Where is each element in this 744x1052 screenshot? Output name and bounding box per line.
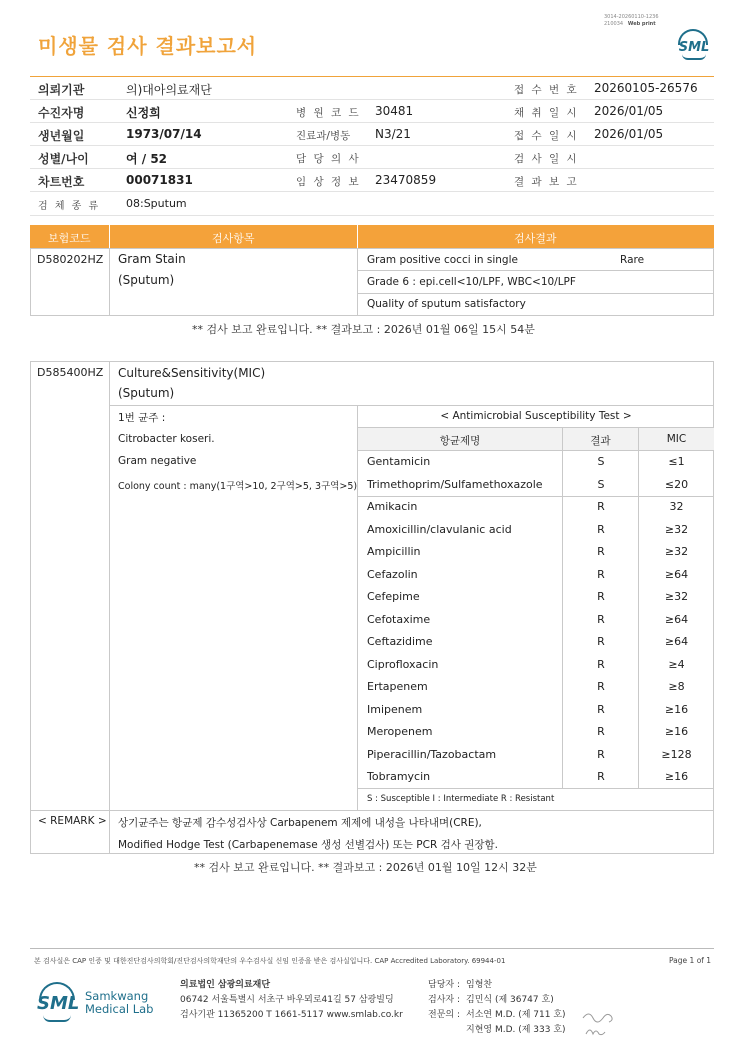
cap-note: 본 검사실은 CAP 인증 및 대한진단검사의학회/진단검사의학재단의 우수검사실 신임 인증을 받은 검사실입니다. CAP Accredited Laboratory. 69944-01	[34, 957, 506, 965]
institution-value: 의)대아의료재단	[126, 83, 212, 97]
org-contact: 검사기관 11365200 T 1661-5117 www.smlab.co.kr	[180, 1010, 403, 1020]
ast-drug-row	[358, 541, 714, 564]
drug-mic: ≥64	[664, 567, 689, 581]
drug-mic: ≤20	[664, 477, 689, 491]
gram-item-specimen: (Sputum)	[118, 273, 175, 287]
birth-value: 1973/07/14	[126, 127, 202, 141]
drug-name: Meropenem	[367, 725, 433, 738]
ast-drug-row	[358, 586, 714, 609]
drug-result: R	[597, 635, 605, 648]
tester-label: 검사자 :	[428, 995, 460, 1005]
drug-result: R	[597, 680, 605, 693]
receipt-date-label: 접 수 일 시	[514, 130, 579, 142]
page-number: Page 1 of 1	[669, 956, 712, 965]
drug-name: Amikacin	[367, 500, 418, 513]
drug-mic: ≥16	[664, 725, 689, 738]
collect-date-value: 2026/01/05	[594, 104, 664, 118]
gram-result-2: Grade 6 : epi.cell<10/LPF, WBC<10/LPF	[367, 276, 576, 288]
drug-mic: 32	[669, 500, 684, 513]
ast-col-mic: MIC	[666, 433, 687, 445]
chart-value: 00071831	[126, 173, 193, 187]
samkwang-logo: SML Samkwang Medical Lab	[37, 980, 157, 1028]
chart-label: 차트번호	[38, 175, 85, 189]
manager-name: 임형찬	[466, 980, 493, 990]
drug-result: R	[597, 770, 605, 783]
tester-name: 김민식 (제 36747 호)	[466, 995, 554, 1005]
col-code: 보험코드	[48, 232, 91, 245]
drug-result: R	[597, 725, 605, 738]
ast-drug-row	[358, 564, 714, 587]
drug-result: R	[597, 747, 605, 761]
culture-item: Culture&Sensitivity(MIC)	[118, 366, 266, 380]
col-item: 검사항목	[212, 232, 255, 245]
clinical-label: 임 상 정 보	[296, 176, 361, 188]
organism-name: Citrobacter koseri.	[118, 433, 215, 445]
drug-name: Cefotaxime	[367, 612, 431, 626]
doctor-label: 담 당 의 사	[296, 153, 361, 165]
drug-mic: ≤1	[668, 455, 685, 468]
drug-result: R	[597, 545, 605, 558]
drug-name: Ciprofloxacin	[367, 657, 439, 671]
hospital-code-label: 병 원 코 드	[296, 107, 361, 119]
ast-drug-row	[358, 676, 714, 699]
hospital-code-value: 30481	[375, 104, 414, 118]
culture-code: D585400HZ	[37, 366, 104, 379]
drug-result: R	[597, 657, 605, 671]
specialist-1: 서소연 M.D. (제 711 호)	[466, 1010, 566, 1020]
birth-label: 생년월일	[38, 129, 85, 143]
culture-completion: ** 검사 보고 완료입니다. ** 결과보고 : 2026년 01월 10일 12시 32분	[194, 861, 537, 874]
sex-age-label: 성별/나이	[38, 152, 89, 166]
ast-drug-row	[358, 496, 714, 519]
drug-mic: ≥64	[664, 635, 689, 648]
test-date-label: 검 사 일 시	[514, 153, 579, 165]
drug-mic: ≥32	[664, 590, 689, 603]
gram-result-grade: Rare	[620, 254, 645, 266]
col-result: 검사결과	[514, 232, 557, 245]
ast-drug-row	[358, 654, 714, 677]
remark-line-1: 상기균주는 항균제 감수성검사상 Carbapenem 제제에 내성을 나타내며(CRE),	[118, 817, 482, 829]
drug-result: R	[597, 590, 605, 603]
receipt-no-value: 20260105-26576	[594, 81, 698, 95]
sex-age-value: 여 / 52	[126, 152, 168, 166]
drug-name: Trimethoprim/Sulfamethoxazole	[367, 477, 543, 491]
remark-label: < REMARK >	[38, 815, 107, 827]
ast-drug-row	[358, 699, 714, 722]
patient-label: 수진자명	[38, 106, 85, 120]
ast-drug-row	[358, 451, 714, 474]
drug-mic: ≥32	[664, 545, 689, 558]
ast-drug-row	[358, 609, 714, 632]
drug-name: Ceftazidime	[367, 635, 433, 648]
drug-name: Ampicillin	[367, 545, 421, 558]
drug-mic: ≥16	[664, 702, 689, 716]
drug-result: S	[597, 455, 605, 468]
drug-result: R	[597, 522, 605, 536]
drug-name: Ertapenem	[367, 680, 428, 693]
patient-value: 신정희	[126, 106, 161, 120]
drug-name: Cefazolin	[367, 567, 418, 581]
institution-label: 의뢰기관	[38, 83, 85, 97]
ast-col-result: 결과	[590, 435, 611, 447]
gram-code: D580202HZ	[37, 253, 104, 266]
drug-result: R	[597, 567, 605, 581]
dept-label: 진료과/병동	[296, 130, 351, 142]
drug-mic: ≥4	[668, 657, 685, 671]
manager-label: 담당자 :	[428, 980, 460, 990]
org-address: 06742 서울특별시 서초구 바우뫼로41길 57 삼광빌딩	[180, 995, 394, 1005]
drug-result: R	[597, 500, 605, 513]
report-title: 미생물 검사 결과보고서	[38, 34, 258, 58]
collect-date-label: 채 취 일 시	[514, 107, 579, 119]
ast-title: < Antimicrobial Susceptibility Test >	[440, 410, 632, 422]
culture-item-specimen: (Sputum)	[118, 386, 175, 400]
remark-line-2: Modified Hodge Test (Carbapenemase 생성 선별검사) 또는 PCR 검사 권장함.	[118, 839, 498, 851]
ast-drug-row	[358, 744, 714, 767]
ast-drug-row	[358, 474, 714, 497]
drug-result: S	[597, 477, 605, 491]
specialist-2: 지현영 M.D. (제 333 호)	[466, 1025, 566, 1035]
sml-logo: SML	[676, 28, 712, 62]
drug-name: Gentamicin	[367, 455, 431, 468]
drug-name: Imipenem	[367, 702, 423, 716]
gram-result-1: Gram positive cocci in single	[367, 254, 518, 266]
dept-value: N3/21	[375, 127, 411, 141]
drug-name: Cefepime	[367, 590, 420, 603]
gram-item: Gram Stain	[118, 252, 186, 266]
drug-mic: ≥64	[664, 612, 689, 626]
receipt-no-label: 접 수 번 호	[514, 84, 579, 96]
specimen-label: 검 체 종 류	[38, 201, 101, 212]
drug-result: R	[597, 612, 605, 626]
specimen-value: 08:Sputum	[126, 197, 187, 210]
specialist-label: 전문의 :	[428, 1010, 460, 1020]
ast-drug-row	[358, 519, 714, 542]
document-id: 3014-20260110-1236 210034 Web print	[604, 14, 659, 27]
result-report-label: 결 과 보 고	[514, 176, 579, 188]
drug-mic: ≥8	[668, 680, 685, 693]
gram-completion: ** 검사 보고 완료입니다. ** 결과보고 : 2026년 01월 06일 15시 54분	[192, 323, 535, 336]
gram-result-3: Quality of sputum satisfactory	[367, 298, 526, 310]
ast-drug-row	[358, 631, 714, 654]
drug-result: R	[597, 702, 605, 716]
drug-name: Tobramycin	[367, 770, 431, 783]
clinical-value: 23470859	[375, 173, 437, 187]
drug-name: Piperacillin/Tazobactam	[367, 747, 497, 761]
column-header-bar	[30, 225, 714, 248]
signature-mark	[580, 1006, 620, 1040]
drug-mic: ≥16	[664, 770, 689, 783]
receipt-date-value: 2026/01/05	[594, 127, 664, 141]
colony-count: Colony count : many(1구역>10, 2구역>5, 3구역>5)	[118, 481, 358, 492]
isolate-number: 1번 균주 :	[118, 412, 166, 424]
ast-drug-row	[358, 766, 714, 789]
ast-legend: S : Susceptible I : Intermediate R : Resistant	[367, 794, 555, 804]
ast-drug-row	[358, 721, 714, 744]
org-name: 의료법인 삼광의료재단	[180, 980, 271, 990]
drug-mic: ≥32	[664, 522, 689, 536]
drug-mic: ≥128	[661, 747, 692, 761]
drug-name: Amoxicillin/clavulanic acid	[367, 522, 512, 536]
ast-col-drug: 항균제명	[439, 435, 481, 447]
gram-type: Gram negative	[118, 455, 197, 467]
